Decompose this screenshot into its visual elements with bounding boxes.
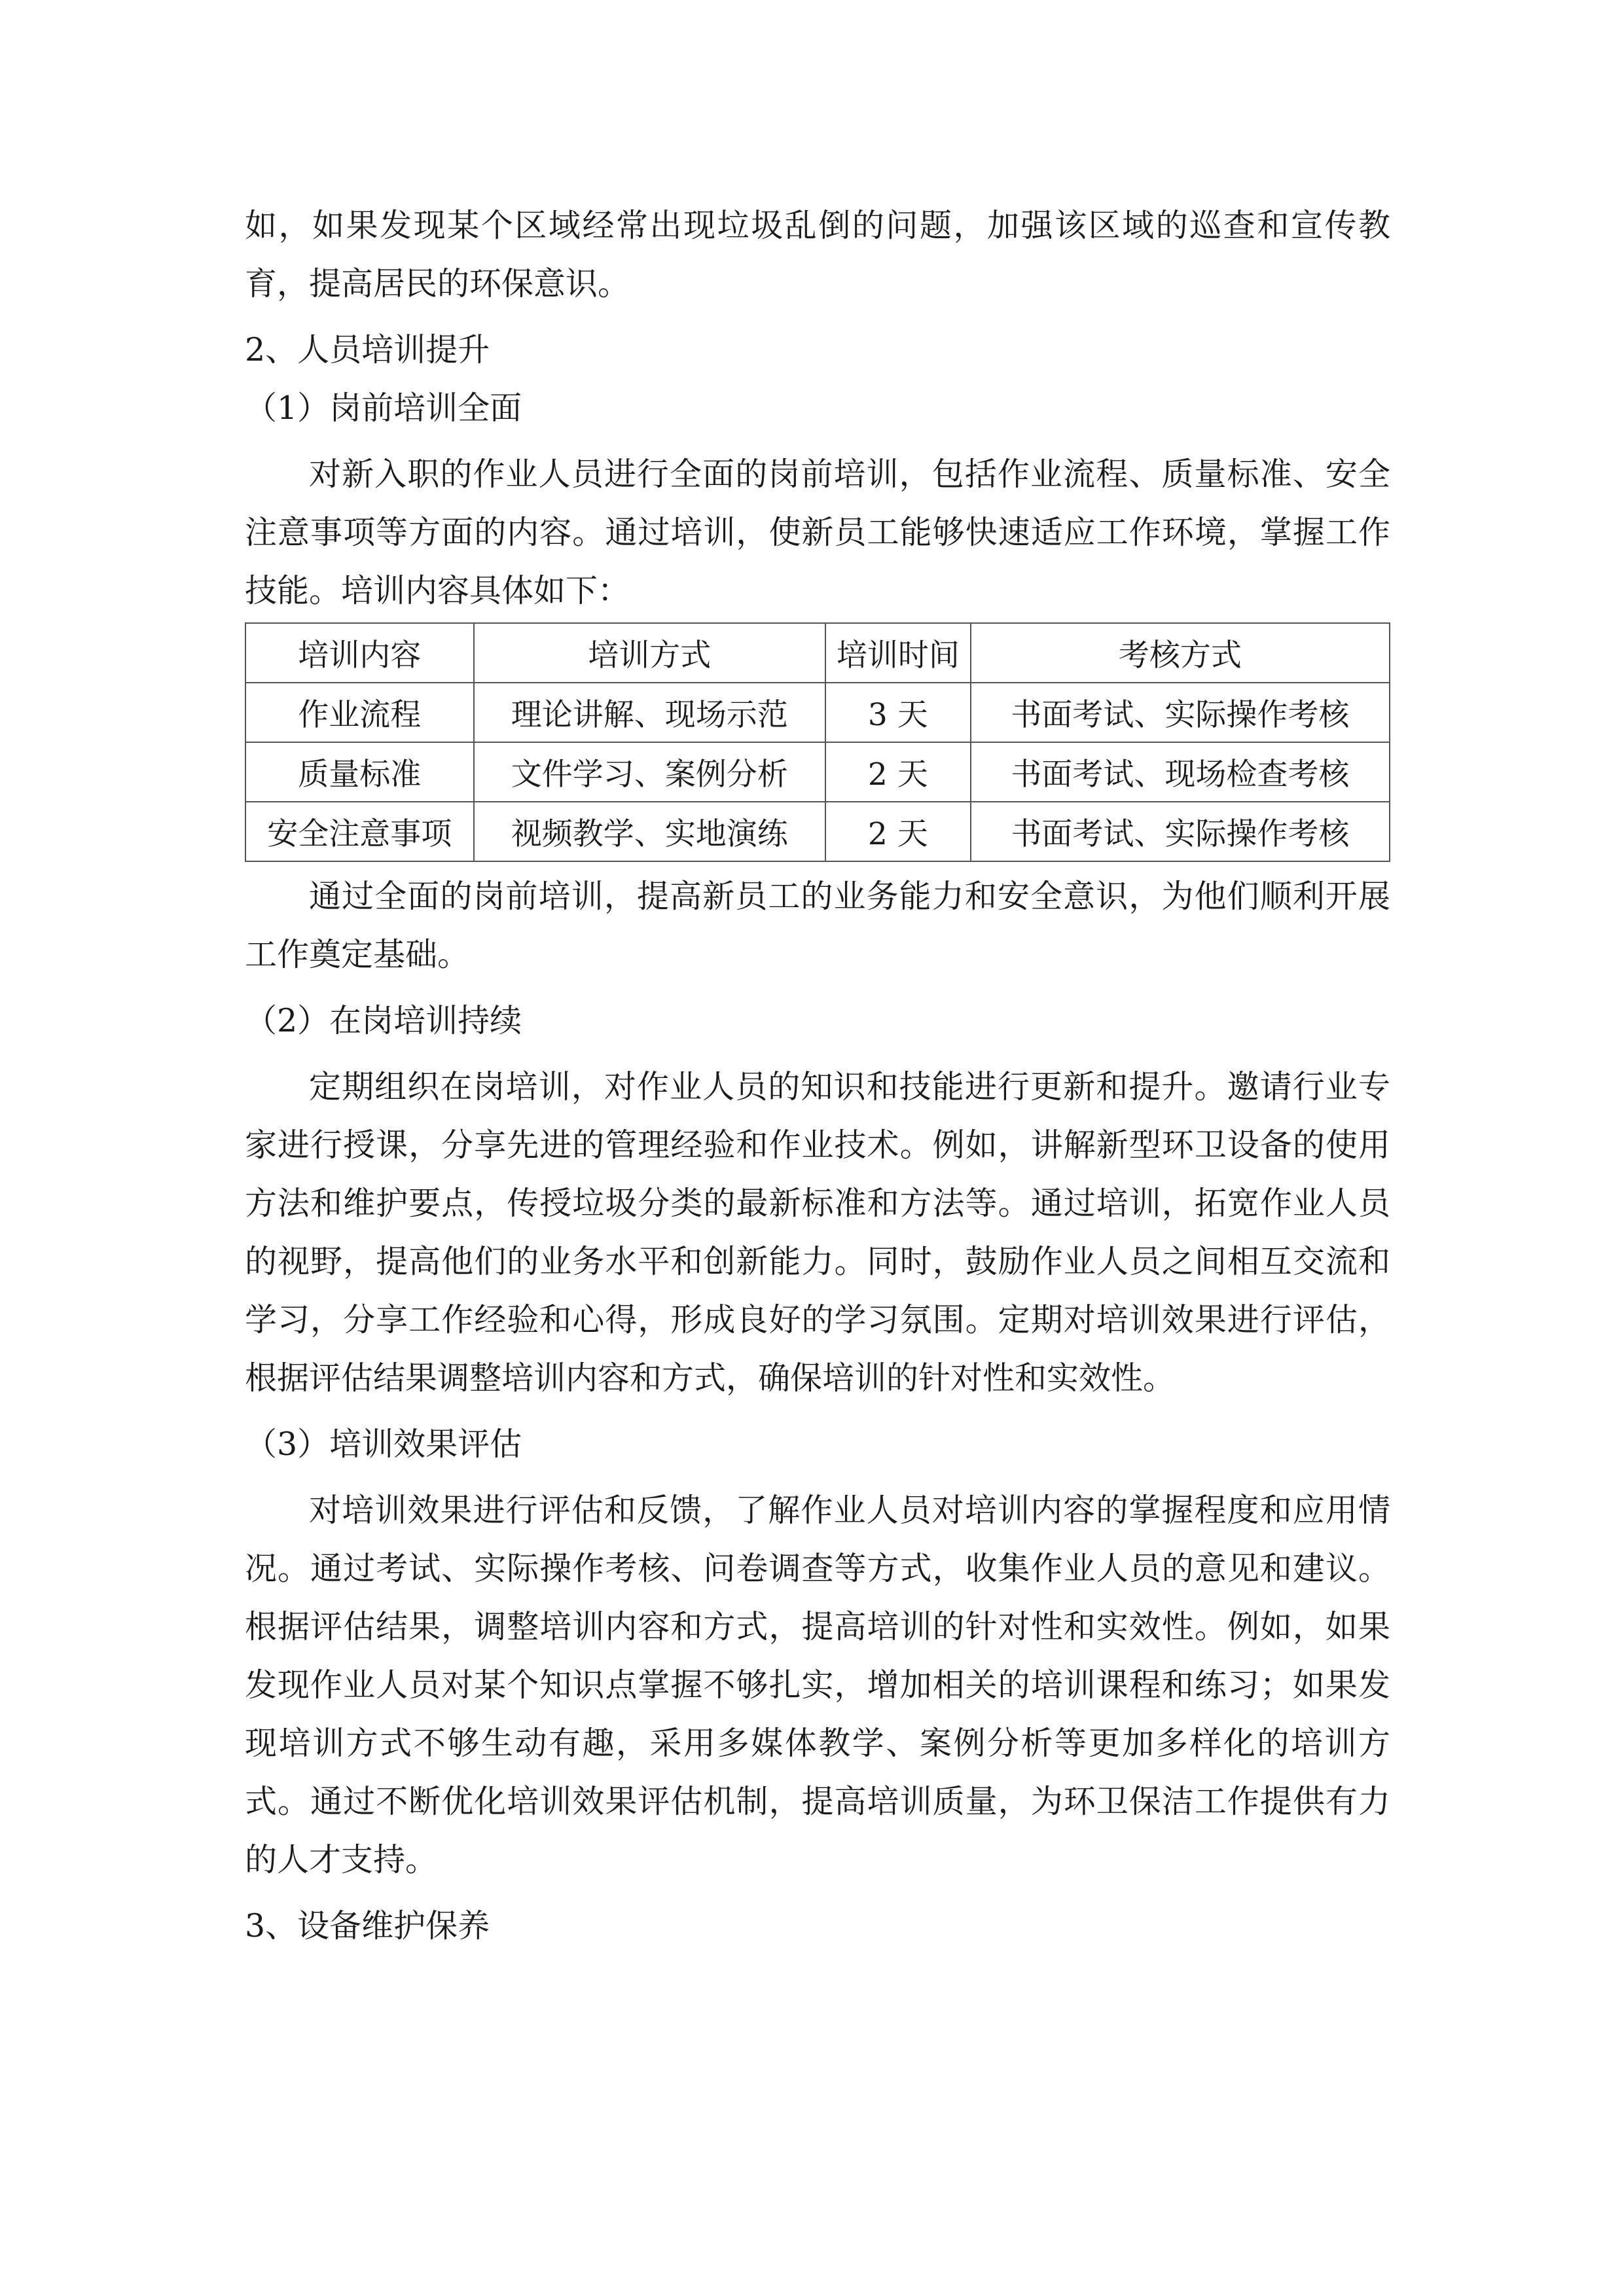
subsection-heading-on-job-training: （2）在岗培训持续 (245, 1002, 522, 1039)
paragraph-pre-job-training: 对新入职的作业人员进行全面的岗前培训，包括作业流程、质量标准、安全注意事项等方面的内容。通过培训，使新员工能够快速适应工作环境，掌握工作技能。培训内容具体如下： (245, 456, 1390, 609)
table-header-row (245, 623, 1390, 683)
table-header-cell: 培训方式 (474, 623, 825, 683)
subsection-heading-training-evaluation: （3）培训效果评估 (245, 1426, 522, 1463)
document-page (245, 196, 1390, 1955)
table-cell: 质量标准 (245, 742, 474, 802)
table-cell: 作业流程 (245, 683, 474, 742)
training-table (245, 622, 1390, 862)
table-cell: 安全注意事项 (245, 802, 474, 861)
section-heading-personnel-training: 2、人员培训提升 (245, 331, 490, 368)
table-cell: 书面考试、实际操作考核 (971, 683, 1390, 742)
table-cell: 书面考试、现场检查考核 (971, 742, 1390, 802)
table-cell: 2 天 (825, 802, 971, 861)
table-cell: 2 天 (825, 742, 971, 802)
paragraph-continuation: 如，如果发现某个区域经常出现垃圾乱倒的问题，加强该区域的巡查和宣传教育，提高居民的环保意识。 (245, 207, 1390, 302)
paragraph-on-job-training: 定期组织在岗培训，对作业人员的知识和技能进行更新和提升。邀请行业专家进行授课，分享先进的管理经验和作业技术。例如，讲解新型环卫设备的使用方法和维护要点，传授垃圾分类的最新标准和方法等。通过培训，拓宽作业人员的视野，提高他们的业务水平和创新能力。同时，鼓励作业人员之间相互交流和学习，分享工作经验和心得，形成良好的学习氛围。定期对培训效果进行评估，根据评估结果调整培训内容和方式，确保培训的针对性和实效性。 (245, 1068, 1390, 1397)
table-header-cell: 考核方式 (971, 623, 1390, 683)
section-heading-equipment-maintenance: 3、设备维护保养 (245, 1907, 490, 1945)
table-cell: 书面考试、实际操作考核 (971, 802, 1390, 861)
paragraph-training-evaluation: 对培训效果进行评估和反馈，了解作业人员对培训内容的掌握程度和应用情况。通过考试、实际操作考核、问卷调查等方式，收集作业人员的意见和建议。根据评估结果，调整培训内容和方式，提高培训的针对性和实效性。例如，如果发现作业人员对某个知识点掌握不够扎实，增加相关的培训课程和练习；如果发现培训方式不够生动有趣，采用多媒体教学、案例分析等更加多样化的培训方式。通过不断优化培训效果评估机制，提高培训质量，为环卫保洁工作提供有力的人才支持。 (245, 1492, 1390, 1878)
table-row (245, 742, 1390, 802)
table-cell: 视频教学、实地演练 (474, 802, 825, 861)
table-cell: 3 天 (825, 683, 971, 742)
table-header-cell: 培训内容 (245, 623, 474, 683)
subsection-heading-pre-job-training: （1）岗前培训全面 (245, 389, 522, 427)
table-row (245, 802, 1390, 861)
table-header-cell: 培训时间 (825, 623, 971, 683)
table-cell: 理论讲解、现场示范 (474, 683, 825, 742)
paragraph-pre-job-summary: 通过全面的岗前培训，提高新员工的业务能力和安全意识，为他们顺利开展工作奠定基础。 (245, 878, 1390, 973)
table-row (245, 683, 1390, 742)
table-cell: 文件学习、案例分析 (474, 742, 825, 802)
